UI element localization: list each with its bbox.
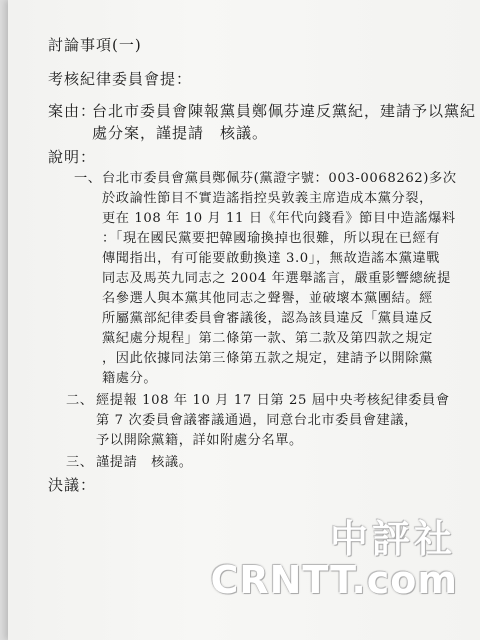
item-1-line: 籍處分。 (102, 371, 158, 386)
item-1-line: 名參選人與本黨其他同志之聲譽，並破壞本黨團結。經 (102, 291, 433, 306)
watermark-english: CRNTT.com (210, 558, 458, 602)
item-1-line: 台北市委員會黨員鄭佩芬(黨證字號：003-0068262)多次 (102, 171, 457, 186)
case-text-line-1: 台北市委員會陳報黨員鄭佩芬違反黨紀，建請予以黨紀 (92, 102, 477, 120)
explanation-label: 說明： (48, 148, 97, 166)
watermark-chinese: 中評社 (329, 517, 456, 561)
item-2-marker: 二、 (66, 393, 94, 408)
resolution-label: 決議： (48, 476, 97, 494)
item-1-line: 於政論性節目不實造謠指控吳敦義主席造成本黨分裂， (102, 191, 433, 206)
document-page (8, 0, 480, 640)
item-2-line: 予以開除黨籍，詳如附處分名單。 (96, 433, 303, 448)
item-1-line: ：「現在國民黨要把韓國瑜換掉也很難，所以現在已經有 (102, 231, 441, 246)
item-1-line: 更在 108 年 10 月 11 日《年代向錢看》節目中造謠爆料 (102, 211, 456, 226)
item-1-marker: 一、 (74, 171, 102, 186)
item-3-marker: 三、 (66, 455, 94, 470)
item-1-line: 傳聞指出，有可能要啟動換達 3.0」，無故造謠本黨違戰 (102, 251, 441, 266)
item-3-text: 謹提請 核議。 (96, 455, 193, 470)
item-1-line: 所屬黨部紀律委員會審議後，認為該員違反「黨員違反 (102, 311, 433, 326)
crntt-watermark (210, 508, 462, 618)
item-2-line: 第 7 次委員會議審議通過，同意台北市委員會建議， (96, 413, 418, 428)
item-1-line: 黨紀處分規程」第二條第一款、第二款及第四款之規定 (102, 331, 433, 346)
item-2-line: 經提報 108 年 10 月 17 日第 25 屆中央考核紀律委員會 (96, 393, 450, 408)
item-1-line: 同志及馬英九同志之 2004 年選舉謠言，嚴重影響總統提 (102, 271, 451, 286)
case-label: 案由： (48, 102, 97, 120)
section-heading: 討論事項(一) (48, 36, 142, 54)
case-text-line-2: 處分案，謹提請 核議。 (92, 124, 269, 142)
proposer-line: 考核紀律委員會提： (48, 70, 193, 88)
item-1-line: ，因此依據同法第三條第五款之規定，建請予以開除黨 (102, 351, 433, 366)
